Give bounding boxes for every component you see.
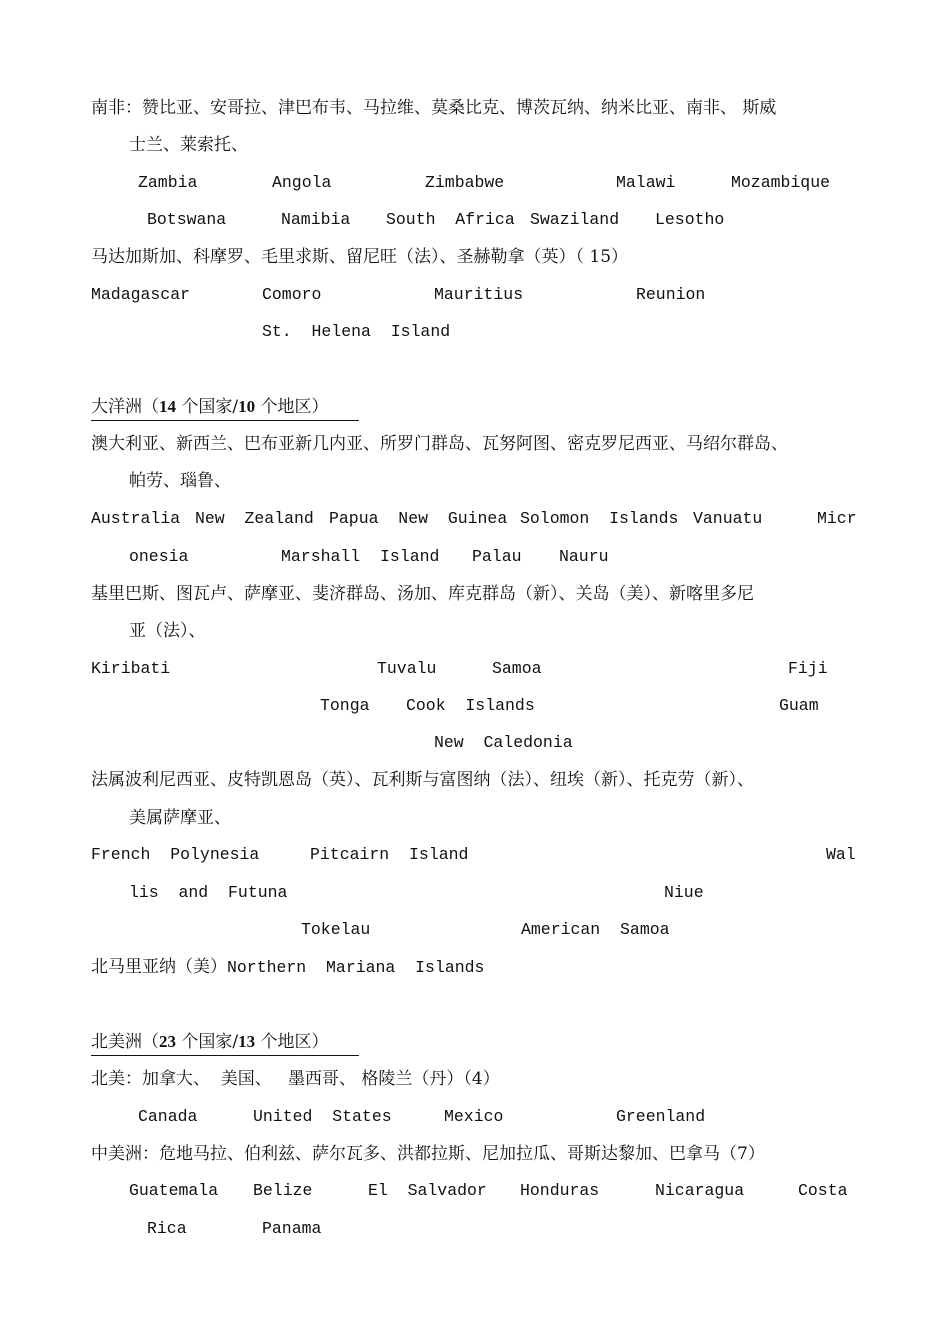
country-en-comoro: Comoro	[262, 285, 322, 304]
country-en-botswana: Botswana	[147, 210, 227, 229]
oceania-cn-line-2: 帕劳、瑙鲁、	[129, 471, 231, 491]
oceania-cn-line-4: 亚（法）、	[129, 621, 206, 641]
country-en-costa-rica-part1: Costa	[798, 1181, 848, 1200]
southern-africa-cn-line-2: 士兰、莱索托、	[129, 135, 248, 155]
country-en-canada: Canada	[138, 1107, 198, 1126]
country-en-angola: Angola	[272, 173, 332, 192]
country-en-united-states: United States	[253, 1107, 392, 1126]
north-america-cn-line-1: 北美：加拿大、 美国、 墨西哥、 格陵兰（丹）（4）	[91, 1069, 500, 1089]
country-en-malawi: Malawi	[616, 173, 676, 192]
country-en-tuvalu: Tuvalu	[377, 659, 437, 678]
oceania-cn-line-6: 美属萨摩亚、	[129, 808, 231, 828]
islands-africa-cn-line: 马达加斯加、科摩罗、毛里求斯、留尼旺（法）、圣赫勒拿（英）（ 15）	[91, 247, 629, 267]
country-en-cook-islands: Cook Islands	[406, 696, 535, 715]
section-heading-oceania: 大洋洲（14 个国家/10 个地区）	[91, 395, 359, 421]
country-en-palau: Palau	[472, 547, 522, 566]
country-en-panama: Panama	[262, 1219, 322, 1238]
oceania-cn-line-1: 澳大利亚、新西兰、巴布亚新几内亚、所罗门群岛、瓦努阿图、密克罗尼西亚、马绍尔群岛、	[91, 434, 788, 454]
country-en-mozambique: Mozambique	[731, 173, 831, 192]
country-en-reunion: Reunion	[636, 285, 706, 304]
northern-mariana-cn: 北马里亚纳（美）	[91, 957, 227, 977]
country-en-tonga: Tonga	[320, 696, 370, 715]
northern-mariana-line	[91, 955, 484, 980]
country-en-el-salvador: El Salvador	[368, 1181, 487, 1200]
country-en-vanuatu: Vanuatu	[693, 509, 763, 528]
country-en-guatemala: Guatemala	[129, 1181, 219, 1200]
country-en-lesotho: Lesotho	[655, 210, 725, 229]
country-en-zambia: Zambia	[138, 173, 198, 192]
country-en-mauritius: Mauritius	[434, 285, 524, 304]
country-en-guam: Guam	[779, 696, 819, 715]
country-en-wallis-part2: lis and Futuna	[129, 883, 288, 902]
country-en-madagascar: Madagascar	[91, 285, 191, 304]
country-en-south-africa: South Africa	[386, 210, 515, 229]
country-en-australia: Australia	[91, 509, 181, 528]
section-heading-north-america: 北美洲（23 个国家/13 个地区）	[91, 1030, 359, 1056]
country-en-namibia: Namibia	[281, 210, 351, 229]
country-en-samoa: Samoa	[492, 659, 542, 678]
country-en-pitcairn-island: Pitcairn Island	[310, 845, 469, 864]
country-en-niue: Niue	[664, 883, 704, 902]
country-en-marshall-island: Marshall Island	[281, 547, 440, 566]
central-america-cn-line: 中美洲：危地马拉、伯利兹、萨尔瓦多、洪都拉斯、尼加拉瓜、哥斯达黎加、巴拿马（7）	[91, 1144, 765, 1164]
country-en-nicaragua: Nicaragua	[655, 1181, 745, 1200]
oceania-cn-line-3: 基里巴斯、图瓦卢、萨摩亚、斐济群岛、汤加、库克群岛（新）、关岛（美）、新喀里多尼	[91, 584, 754, 604]
country-en-new-zealand: New Zealand	[195, 509, 314, 528]
country-en-wallis-part1: Wal	[826, 845, 856, 864]
country-en-micronesia-part1: Micr	[817, 509, 857, 528]
country-en-american-samoa: American Samoa	[521, 920, 670, 939]
country-en-swaziland: Swaziland	[530, 210, 620, 229]
country-en-tokelau: Tokelau	[301, 920, 371, 939]
southern-africa-cn-line-1: 南非：赞比亚、安哥拉、津巴布韦、马拉维、莫桑比克、博茨瓦纳、纳米比亚、南非、 斯威	[91, 98, 777, 118]
country-en-mexico: Mexico	[444, 1107, 504, 1126]
oceania-cn-line-5: 法属波利尼西亚、皮特凯恩岛（英）、瓦利斯与富图纳（法）、纽埃（新）、托克劳（新）、	[91, 770, 754, 790]
country-en-micronesia-part2: onesia	[129, 547, 189, 566]
country-en-costa-rica-part2: Rica	[147, 1219, 187, 1238]
country-en-greenland: Greenland	[616, 1107, 706, 1126]
country-en-kiribati: Kiribati	[91, 659, 171, 678]
country-en-new-caledonia: New Caledonia	[434, 733, 573, 752]
country-en-belize: Belize	[253, 1181, 313, 1200]
northern-mariana-en: Northern Mariana Islands	[227, 958, 485, 977]
country-en-honduras: Honduras	[520, 1181, 600, 1200]
country-en-st-helena: St. Helena Island	[262, 322, 451, 341]
country-en-solomon-islands: Solomon Islands	[520, 509, 679, 528]
country-en-french-polynesia: French Polynesia	[91, 845, 260, 864]
country-en-papua-new-guinea: Papua New Guinea	[329, 509, 508, 528]
country-en-fiji: Fiji	[788, 659, 828, 678]
country-en-nauru: Nauru	[559, 547, 609, 566]
country-en-zimbabwe: Zimbabwe	[425, 173, 505, 192]
